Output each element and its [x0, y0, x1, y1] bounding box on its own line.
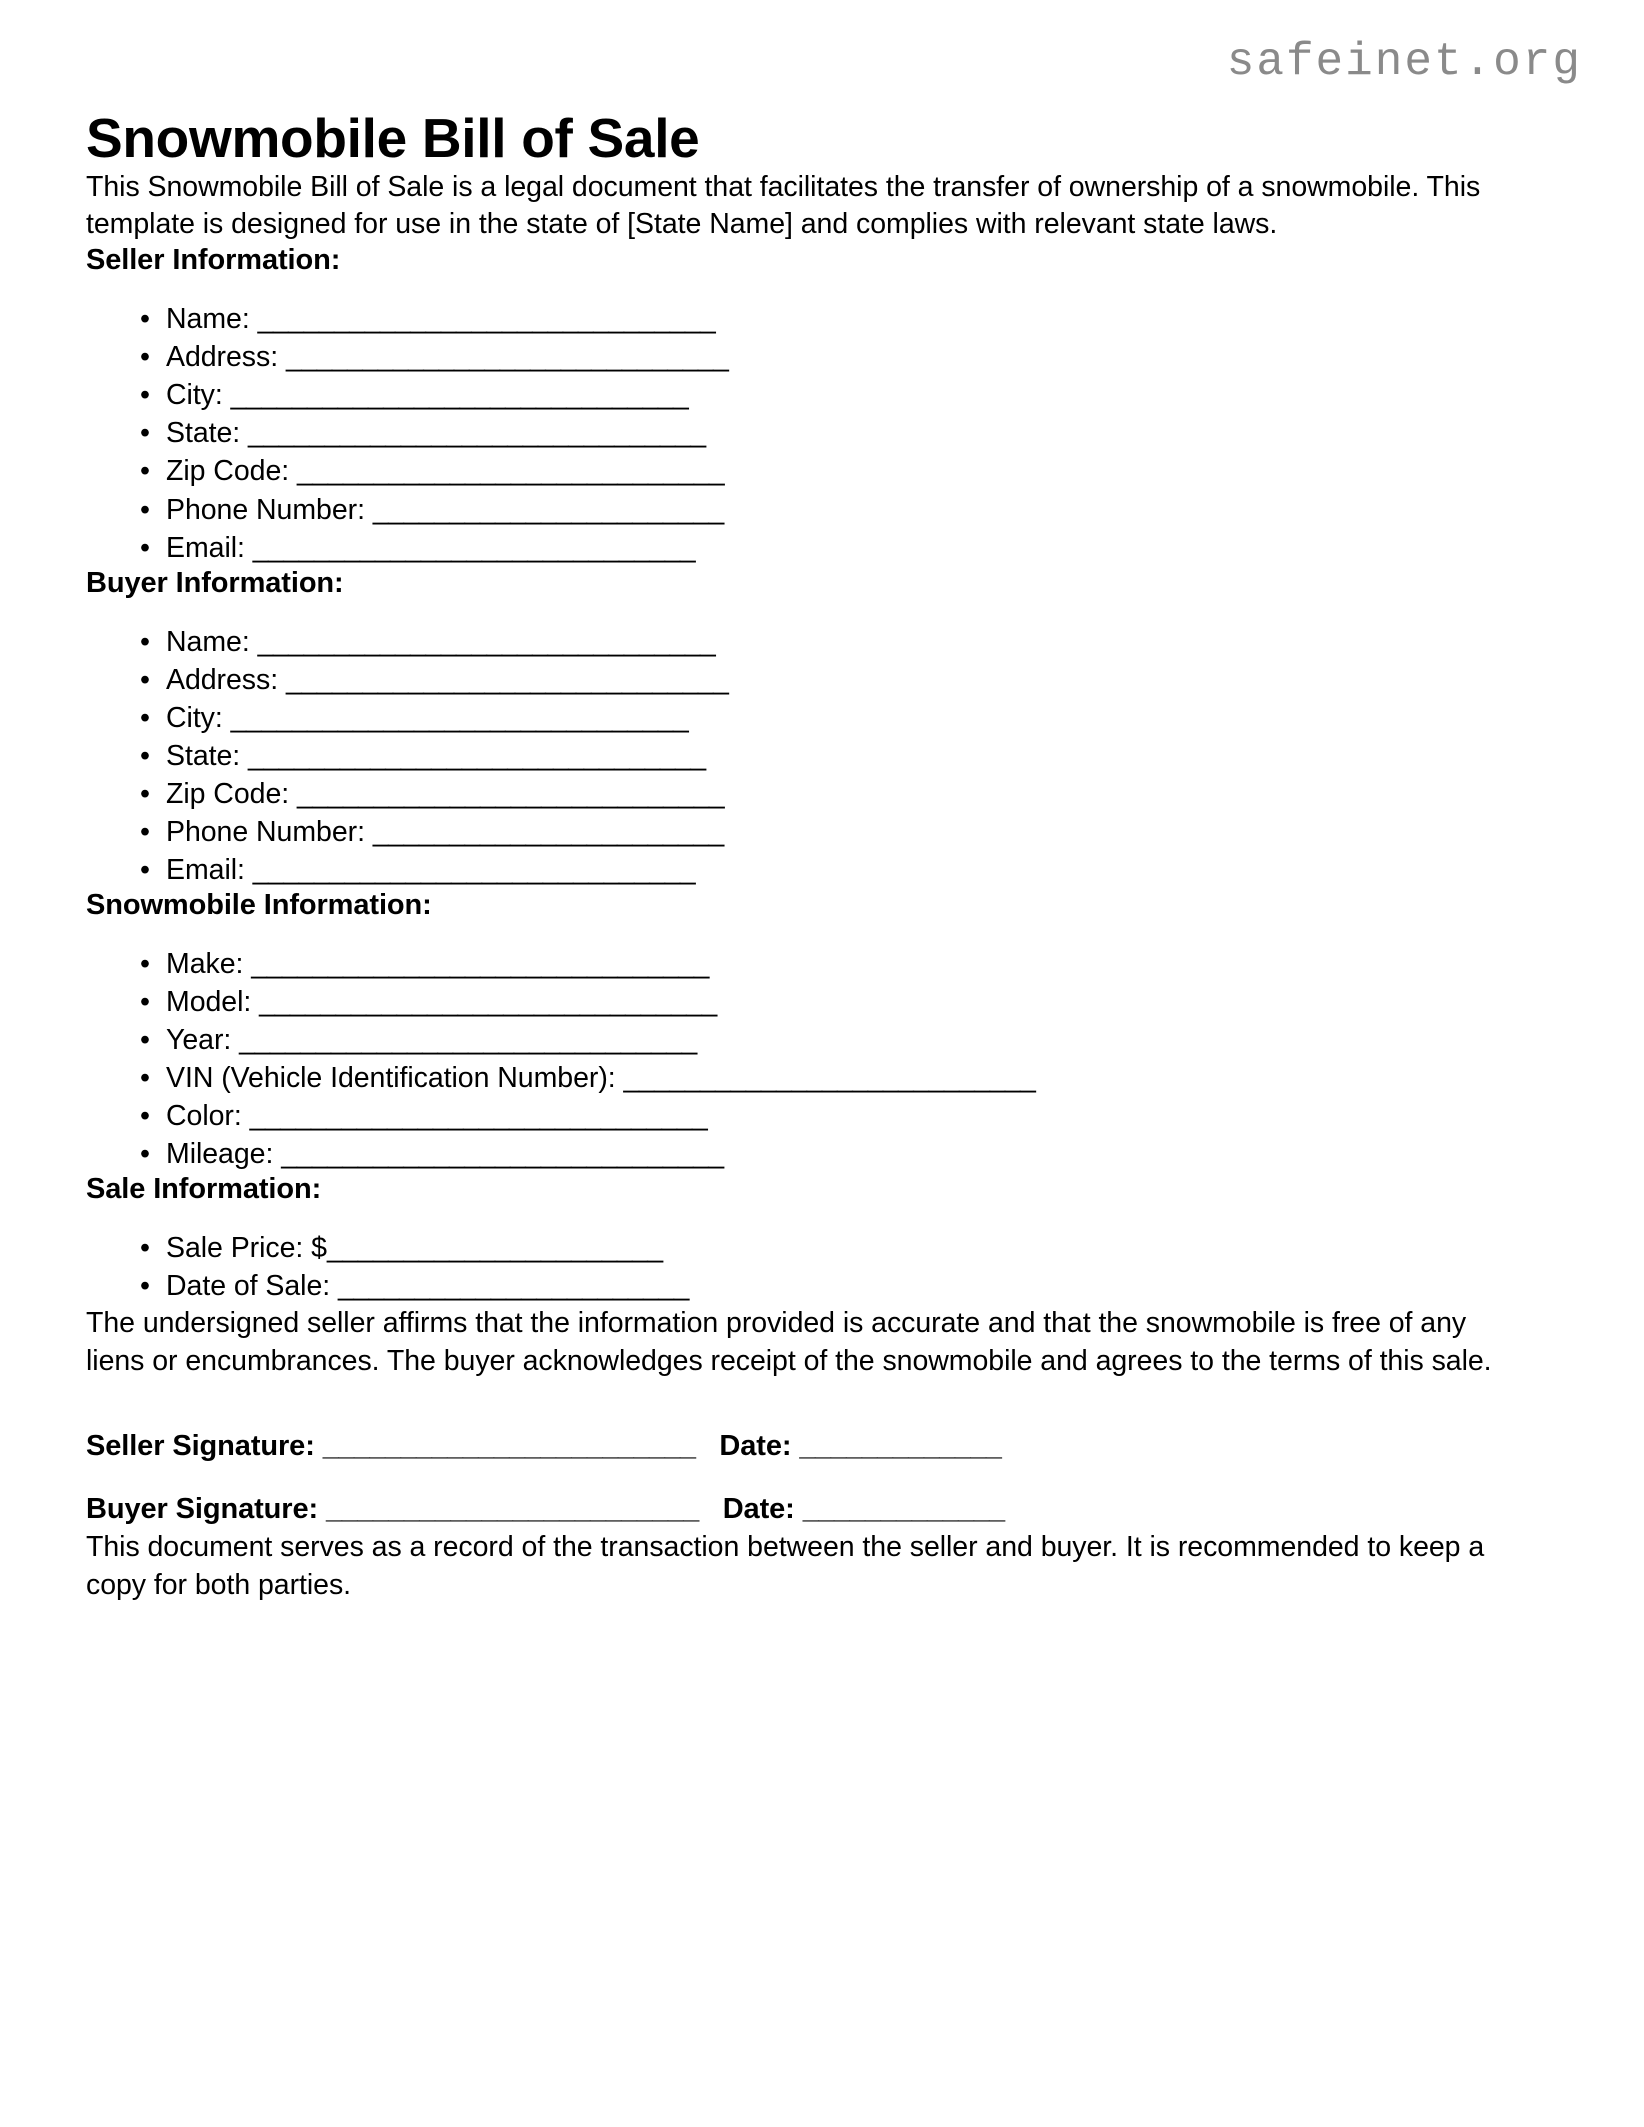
field-blank: ______________________________: [251, 947, 709, 980]
section-heading-buyer: Buyer Information:: [86, 566, 344, 599]
field-blank: ______________________: [326, 1232, 663, 1265]
field-label: Address:: [166, 663, 286, 696]
snowmobile-field-list: [86, 945, 1566, 1173]
list-item: [86, 1059, 1566, 1097]
field-blank: ___________________________: [623, 1062, 1036, 1095]
seller-date-blank: _____________: [799, 1430, 1002, 1463]
list-item: [86, 1267, 1566, 1305]
list-item: [86, 699, 1566, 737]
list-item: [86, 945, 1566, 983]
field-label: Mileage:: [166, 1138, 282, 1171]
field-blank: _____________________________: [252, 853, 696, 886]
seller-signature-label: Seller Signature:: [86, 1430, 323, 1463]
field-blank: ______________________________: [230, 379, 689, 412]
list-item: [86, 851, 1566, 889]
list-item: [86, 300, 1566, 338]
list-item: [86, 983, 1566, 1021]
field-label: Address:: [166, 341, 286, 374]
list-item: [86, 623, 1566, 661]
signature-block: [86, 1427, 1566, 1529]
field-blank: _____________________________: [252, 531, 696, 564]
list-item: [86, 529, 1566, 567]
list-item: [86, 737, 1566, 775]
buyer-date-label: Date:: [722, 1493, 803, 1526]
field-blank: ______________________________: [257, 625, 716, 658]
list-item: [86, 813, 1566, 851]
field-blank: _____________________________: [281, 1138, 724, 1171]
field-blank: ______________________________: [230, 701, 689, 734]
seller-field-list: [86, 300, 1566, 566]
field-blank: _______________________: [337, 1270, 689, 1303]
list-item: [86, 1021, 1566, 1059]
buyer-field-list: [86, 623, 1566, 889]
field-label: Zip Code:: [166, 777, 297, 810]
field-blank: _______________________: [372, 815, 724, 848]
field-label: Phone Number:: [166, 815, 373, 848]
field-blank: _______________________: [372, 493, 724, 526]
site-watermark: safeinet.org: [1226, 36, 1582, 88]
field-label: Make:: [166, 947, 252, 980]
affirmation-paragraph: The undersigned seller affirms that the information provided is accurate and that the snowmobile is free of any liens or encumbrances. The buyer acknowledges receipt of the snowmobile and agrees to the terms of this sale.: [86, 1307, 1492, 1378]
field-blank: ______________________________: [259, 985, 717, 1018]
list-item: [86, 661, 1566, 699]
seller-signature-blank: ________________________: [322, 1430, 696, 1463]
field-label: City:: [166, 701, 231, 734]
field-blank: ______________________________: [248, 417, 706, 450]
field-label: State:: [166, 417, 249, 450]
field-label: Date of Sale:: [166, 1270, 338, 1303]
field-label: Name:: [166, 303, 258, 336]
page-title: Snowmobile Bill of Sale: [86, 107, 700, 169]
field-blank: _____________________________: [285, 341, 729, 374]
field-label: Color:: [166, 1100, 250, 1133]
field-blank: ____________________________: [296, 777, 724, 810]
list-item: [86, 1229, 1566, 1267]
list-item: [86, 452, 1566, 490]
field-label: Zip Code:: [166, 455, 297, 488]
field-blank: ______________________________: [257, 303, 716, 336]
field-label: City:: [166, 379, 231, 412]
buyer-signature-blank: ________________________: [326, 1493, 699, 1526]
section-heading-seller: Seller Information:: [86, 244, 341, 277]
field-blank: _____________________________: [285, 663, 729, 696]
seller-date-label: Date:: [719, 1430, 800, 1463]
field-label: VIN (Vehicle Identification Number):: [166, 1062, 624, 1095]
field-label: Phone Number:: [166, 493, 373, 526]
field-blank: ____________________________: [296, 455, 724, 488]
field-label: Name:: [166, 625, 258, 658]
buyer-date-blank: _____________: [802, 1493, 1005, 1526]
sale-field-list: [86, 1229, 1566, 1305]
field-label: Email:: [166, 853, 253, 886]
field-blank: ______________________________: [249, 1100, 708, 1133]
field-label: Email:: [166, 531, 253, 564]
field-label: State:: [166, 739, 249, 772]
list-item: [86, 1135, 1566, 1173]
list-item: [86, 338, 1566, 376]
section-heading-sale: Sale Information:: [86, 1173, 322, 1206]
seller-signature-row: [86, 1427, 1566, 1466]
document-content: [86, 0, 1566, 1605]
list-item: [86, 414, 1566, 452]
list-item: [86, 376, 1566, 414]
list-item: [86, 491, 1566, 529]
field-blank: ______________________________: [239, 1024, 697, 1057]
list-item: [86, 775, 1566, 813]
field-label: Sale Price: $: [166, 1232, 327, 1265]
intro-paragraph: This Snowmobile Bill of Sale is a legal document that facilitates the transfer of ownership of a snowmobile. This template is designed for use in the state of [State Name] and complies with relevant state laws.: [86, 170, 1481, 241]
section-heading-snowmobile: Snowmobile Information:: [86, 888, 432, 921]
buyer-signature-label: Buyer Signature:: [86, 1493, 327, 1526]
closing-paragraph: This document serves as a record of the transaction between the seller and buyer. It is recommended to keep a copy for both parties.: [86, 1531, 1485, 1602]
field-label: Year:: [166, 1024, 240, 1057]
list-item: [86, 1097, 1566, 1135]
buyer-signature-row: [86, 1490, 1566, 1529]
field-blank: ______________________________: [248, 739, 706, 772]
field-label: Model:: [166, 985, 260, 1018]
